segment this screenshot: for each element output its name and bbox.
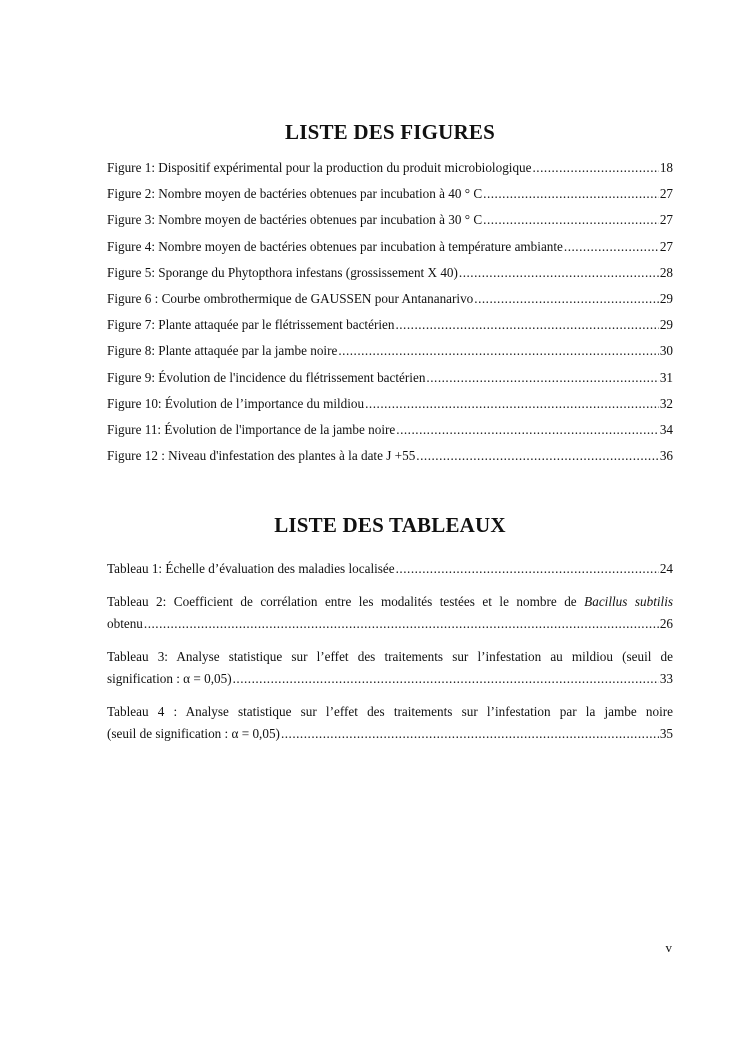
- entry-page: 27: [659, 186, 673, 202]
- table-entry[interactable]: [107, 701, 673, 745]
- entry-label: Figure 1: Dispositif expérimental pour la production du produit microbiologique: [107, 160, 532, 175]
- table-entry[interactable]: [107, 591, 673, 635]
- figure-entry[interactable]: [107, 343, 673, 369]
- entry-label: Figure 11: Évolution de l'importance de la jambe noire: [107, 421, 396, 437]
- figure-entry[interactable]: [107, 186, 673, 212]
- entry-page: 27: [659, 212, 673, 228]
- dot-leader: [395, 317, 658, 333]
- tables-list: [107, 558, 673, 756]
- figure-entry[interactable]: [107, 291, 673, 317]
- species-name: Bacillus subtilis: [584, 594, 674, 609]
- entry-page: 31: [659, 369, 673, 385]
- dot-leader: [483, 186, 659, 202]
- entry-page: 24: [659, 561, 673, 576]
- entry-label: Figure 8: Plante attaquée par la jambe noire: [107, 343, 338, 359]
- page-number: v: [665, 940, 672, 955]
- entry-label: Figure 6 : Courbe ombrothermique de GAUSSEN pour Antananarivo: [107, 290, 474, 306]
- entry-label: Figure 3: Nombre moyen de bactéries obtenues par incubation à 30 ° C: [107, 212, 483, 228]
- entry-page: 36: [659, 448, 673, 464]
- entry-label: Figure 9: Évolution de l'incidence du flétrissement bactérien: [107, 369, 426, 385]
- entry-label: Tableau 1: Échelle d’évaluation des maladies localisée: [107, 561, 395, 576]
- figure-entry[interactable]: [107, 396, 673, 422]
- entry-page: 30: [659, 343, 673, 359]
- entry-label-line2: signification : α = 0,05) ..... 33: [107, 668, 673, 690]
- dot-leader: [416, 448, 659, 464]
- entry-page: 28: [659, 264, 673, 280]
- figure-entry[interactable]: [107, 317, 673, 343]
- dot-leader: [281, 723, 659, 745]
- entry-label-line1: Tableau 4 : Analyse statistique sur l’effet des traitements sur l’infestation par la jambe noire: [107, 704, 673, 719]
- entry-page: 29: [659, 317, 673, 333]
- dot-leader: [474, 291, 659, 307]
- dot-leader: [396, 422, 659, 438]
- dot-leader: [144, 613, 659, 635]
- entry-page: 32: [659, 395, 673, 411]
- figure-entry[interactable]: [107, 239, 673, 265]
- figures-heading: LISTE DES FIGURES: [285, 120, 495, 144]
- entry-page: 33: [659, 671, 673, 686]
- entry-page: 26: [659, 616, 673, 631]
- figure-entry[interactable]: [107, 160, 673, 186]
- dot-leader: [338, 343, 658, 359]
- figure-entry[interactable]: [107, 448, 673, 474]
- dot-leader: [233, 668, 659, 690]
- entry-label: Figure 4: Nombre moyen de bactéries obtenues par incubation à température ambiante: [107, 238, 563, 254]
- entry-page: 35: [659, 726, 673, 741]
- entry-label-line2: (seuil de signification : α = 0,05) ..... 35: [107, 723, 673, 745]
- dot-leader: [426, 370, 658, 386]
- figure-entry[interactable]: [107, 422, 673, 448]
- entry-label-line1: Tableau 2: Coefficient de corrélation entre les modalités testées et le nombre de Bacillus subtilis: [107, 594, 674, 609]
- entry-label-line1: Tableau 3: Analyse statistique sur l’effet des traitements sur l’infestation au mildiou (seuil de: [107, 649, 673, 664]
- dot-leader: [533, 160, 659, 176]
- entry-page: 27: [659, 238, 673, 254]
- entry-label: Figure 12 : Niveau d'infestation des plantes à la date J +55: [107, 448, 416, 464]
- figure-entry[interactable]: [107, 212, 673, 238]
- table-entry[interactable]: [107, 646, 673, 690]
- entry-page: 18: [659, 160, 673, 175]
- dot-leader: [564, 239, 659, 255]
- dot-leader: [459, 265, 659, 281]
- figures-list: [107, 160, 673, 474]
- entry-label: Figure 2: Nombre moyen de bactéries obtenues par incubation à 40 ° C: [107, 186, 483, 202]
- figure-entry[interactable]: [107, 370, 673, 396]
- table-entry[interactable]: [107, 558, 673, 580]
- entry-label-line2: obtenu ..... 26: [107, 613, 673, 635]
- entry-page: 29: [659, 290, 673, 306]
- dot-leader: [365, 396, 659, 412]
- entry-label: Figure 5: Sporange du Phytopthora infestans (grossissement X 40): [107, 264, 458, 280]
- dot-leader: [483, 212, 659, 228]
- entry-page: 34: [659, 421, 673, 437]
- entry-label: Figure 10: Évolution de l’importance du mildiou: [107, 395, 365, 411]
- dot-leader: [396, 558, 659, 580]
- entry-label: Figure 7: Plante attaquée par le flétrissement bactérien: [107, 317, 395, 333]
- figure-entry[interactable]: [107, 265, 673, 291]
- tables-heading: LISTE DES TABLEAUX: [274, 513, 506, 537]
